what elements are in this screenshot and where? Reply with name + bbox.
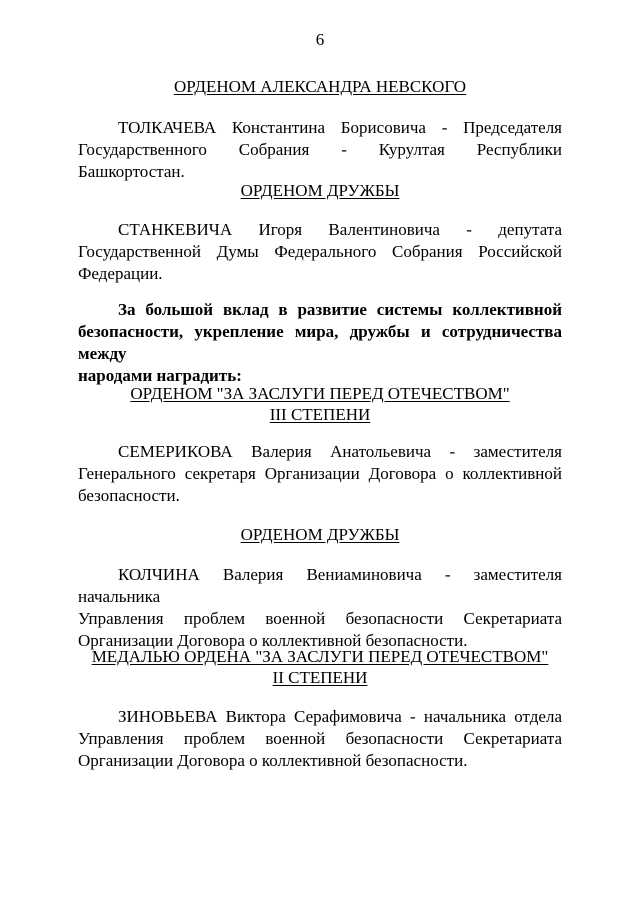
award-heading-order-of-friendship	[78, 180, 562, 201]
award-heading-merit-fatherland-3	[78, 383, 562, 425]
award-heading-line: ОРДЕНОМ ДРУЖБЫ	[240, 525, 400, 544]
award-heading-line: ОРДЕНОМ "ЗА ЗАСЛУГИ ПЕРЕД ОТЕЧЕСТВОМ"	[130, 384, 510, 403]
recipient-line: безопасности.	[78, 486, 180, 505]
award-heading-order-of-friendship-2	[78, 524, 562, 545]
recipient-line: Управления проблем военной безопасности Секретариата	[78, 729, 562, 748]
recipient-line: Организации Договора о коллективной безопасности.	[78, 631, 468, 650]
recipient-stankevich	[78, 219, 562, 285]
recipient-kolchin	[78, 564, 562, 652]
recipient-line: КОЛЧИНА Валерия Вениаминовича - заместителя начальника	[78, 565, 562, 606]
award-heading-line: II СТЕПЕНИ	[272, 668, 368, 687]
recipient-line: Управления проблем военной безопасности Секретариата	[78, 609, 562, 628]
award-heading-line: ОРДЕНОМ ДРУЖБЫ	[240, 181, 400, 200]
award-heading-line: МЕДАЛЬЮ ОРДЕНА "ЗА ЗАСЛУГИ ПЕРЕД ОТЕЧЕСТВОМ"	[91, 647, 549, 666]
recipient-line: Государственного Собрания - Курултая Республики Башкортостан.	[78, 140, 562, 181]
intro-line: народами наградить:	[78, 366, 242, 385]
recipient-line: Государственной Думы Федерального Собрания Российской	[78, 242, 562, 261]
recipient-tolkachev	[78, 117, 562, 183]
recipient-line: Генерального секретаря Организации Договора о коллективной	[78, 464, 562, 483]
recipient-zinoviev	[78, 706, 562, 772]
recipient-line: Федерации.	[78, 264, 163, 283]
award-intro-paragraph	[78, 299, 562, 387]
recipient-line: СЕМЕРИКОВА Валерия Анатольевича - заместителя	[118, 442, 562, 461]
award-heading-line: ОРДЕНОМ АЛЕКСАНДРА НЕВСКОГО	[173, 77, 467, 96]
award-heading-line: III СТЕПЕНИ	[269, 405, 371, 424]
recipient-line: СТАНКЕВИЧА Игоря Валентиновича - депутата	[118, 220, 562, 239]
page-number: 6	[315, 30, 325, 49]
recipient-line: ТОЛКАЧЕВА Константина Борисовича - Председателя	[118, 118, 562, 137]
award-heading-alexander-nevsky	[78, 76, 562, 97]
recipient-semerikov	[78, 441, 562, 507]
intro-line: За большой вклад в развитие системы коллективной	[118, 300, 562, 319]
award-heading-merit-fatherland-medal-2	[78, 646, 562, 688]
recipient-line: ЗИНОВЬЕВА Виктора Серафимовича - начальника отдела	[118, 707, 562, 726]
recipient-line: Организации Договора о коллективной безопасности.	[78, 751, 468, 770]
intro-line: безопасности, укрепление мира, дружбы и сотрудничества между	[78, 322, 562, 363]
